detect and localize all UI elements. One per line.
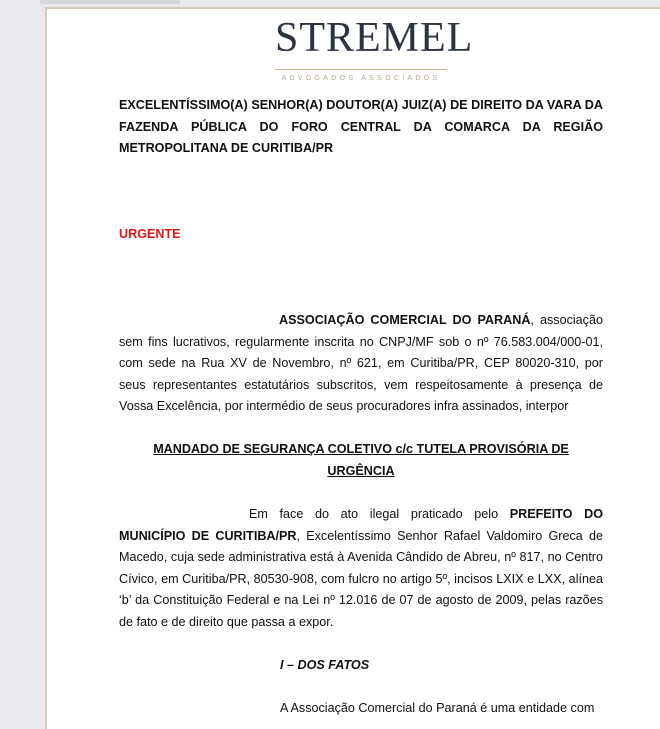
- party-name: ASSOCIAÇÃO COMERCIAL DO PARANÁ: [279, 313, 531, 327]
- facts-paragraph: [119, 504, 603, 633]
- logo-divider: [275, 69, 447, 70]
- section-title: I – DOS FATOS: [280, 658, 370, 672]
- party-text: , associação sem fins lucrativos, regularmente inscrita no CNPJ/MF sob o nº 76.583.004/000-01, com sede na Rua XV de Novembro, nº 621, em Curitiba/PR, CEP 80020-310, por seus representantes estatutários subscritos, vem respeitosamente à presença de Vossa Excelência, por intermédio de seus procuradores infra assinados, interpor: [119, 313, 603, 413]
- facts-intro: Em face do ato ilegal praticado pelo: [249, 507, 510, 521]
- logo-name: STREMEL: [275, 15, 474, 61]
- window-edge: [40, 0, 180, 4]
- section-text: A Associação Comercial do Paraná é uma entidade com: [280, 701, 595, 715]
- addressee: EXCELENTÍSSIMO(A) SENHOR(A) DOUTOR(A) JUIZ(A) DE DIREITO DA VARA DA FAZENDA PÚBLICA DO FORO CENTRAL DA COMARCA DA REGIÃO METROPOLITANA DE CURITIBA/PR: [119, 98, 603, 155]
- logo-tagline: ADVOGADOS ASSOCIADOS: [281, 75, 441, 82]
- defendant: PREFEITO DO MUNICÍPIO DE CURITIBA/PR: [119, 507, 603, 543]
- action-title: MANDADO DE SEGURANÇA COLETIVO c/c TUTELA PROVISÓRIA DE URGÊNCIA: [153, 442, 569, 478]
- party-paragraph: [119, 310, 603, 418]
- facts-text: , Excelentíssimo Senhor Rafael Valdomiro Greca de Macedo, cuja sede administrativa está à Avenida Cândido de Abreu, nº 817, no Centro Cívico, em Curitiba/PR, 80530-908, com fulcro no artigo 5º, incisos LXIX e LXX, alínea ‘b’ da Constituição Federal e na Lei nº 12.016 de 07 de agosto de 2009, pelas razões de fato e de direito que passa a expor.: [119, 528, 603, 629]
- document-page: [45, 7, 660, 729]
- urgent-label: URGENTE: [119, 227, 181, 241]
